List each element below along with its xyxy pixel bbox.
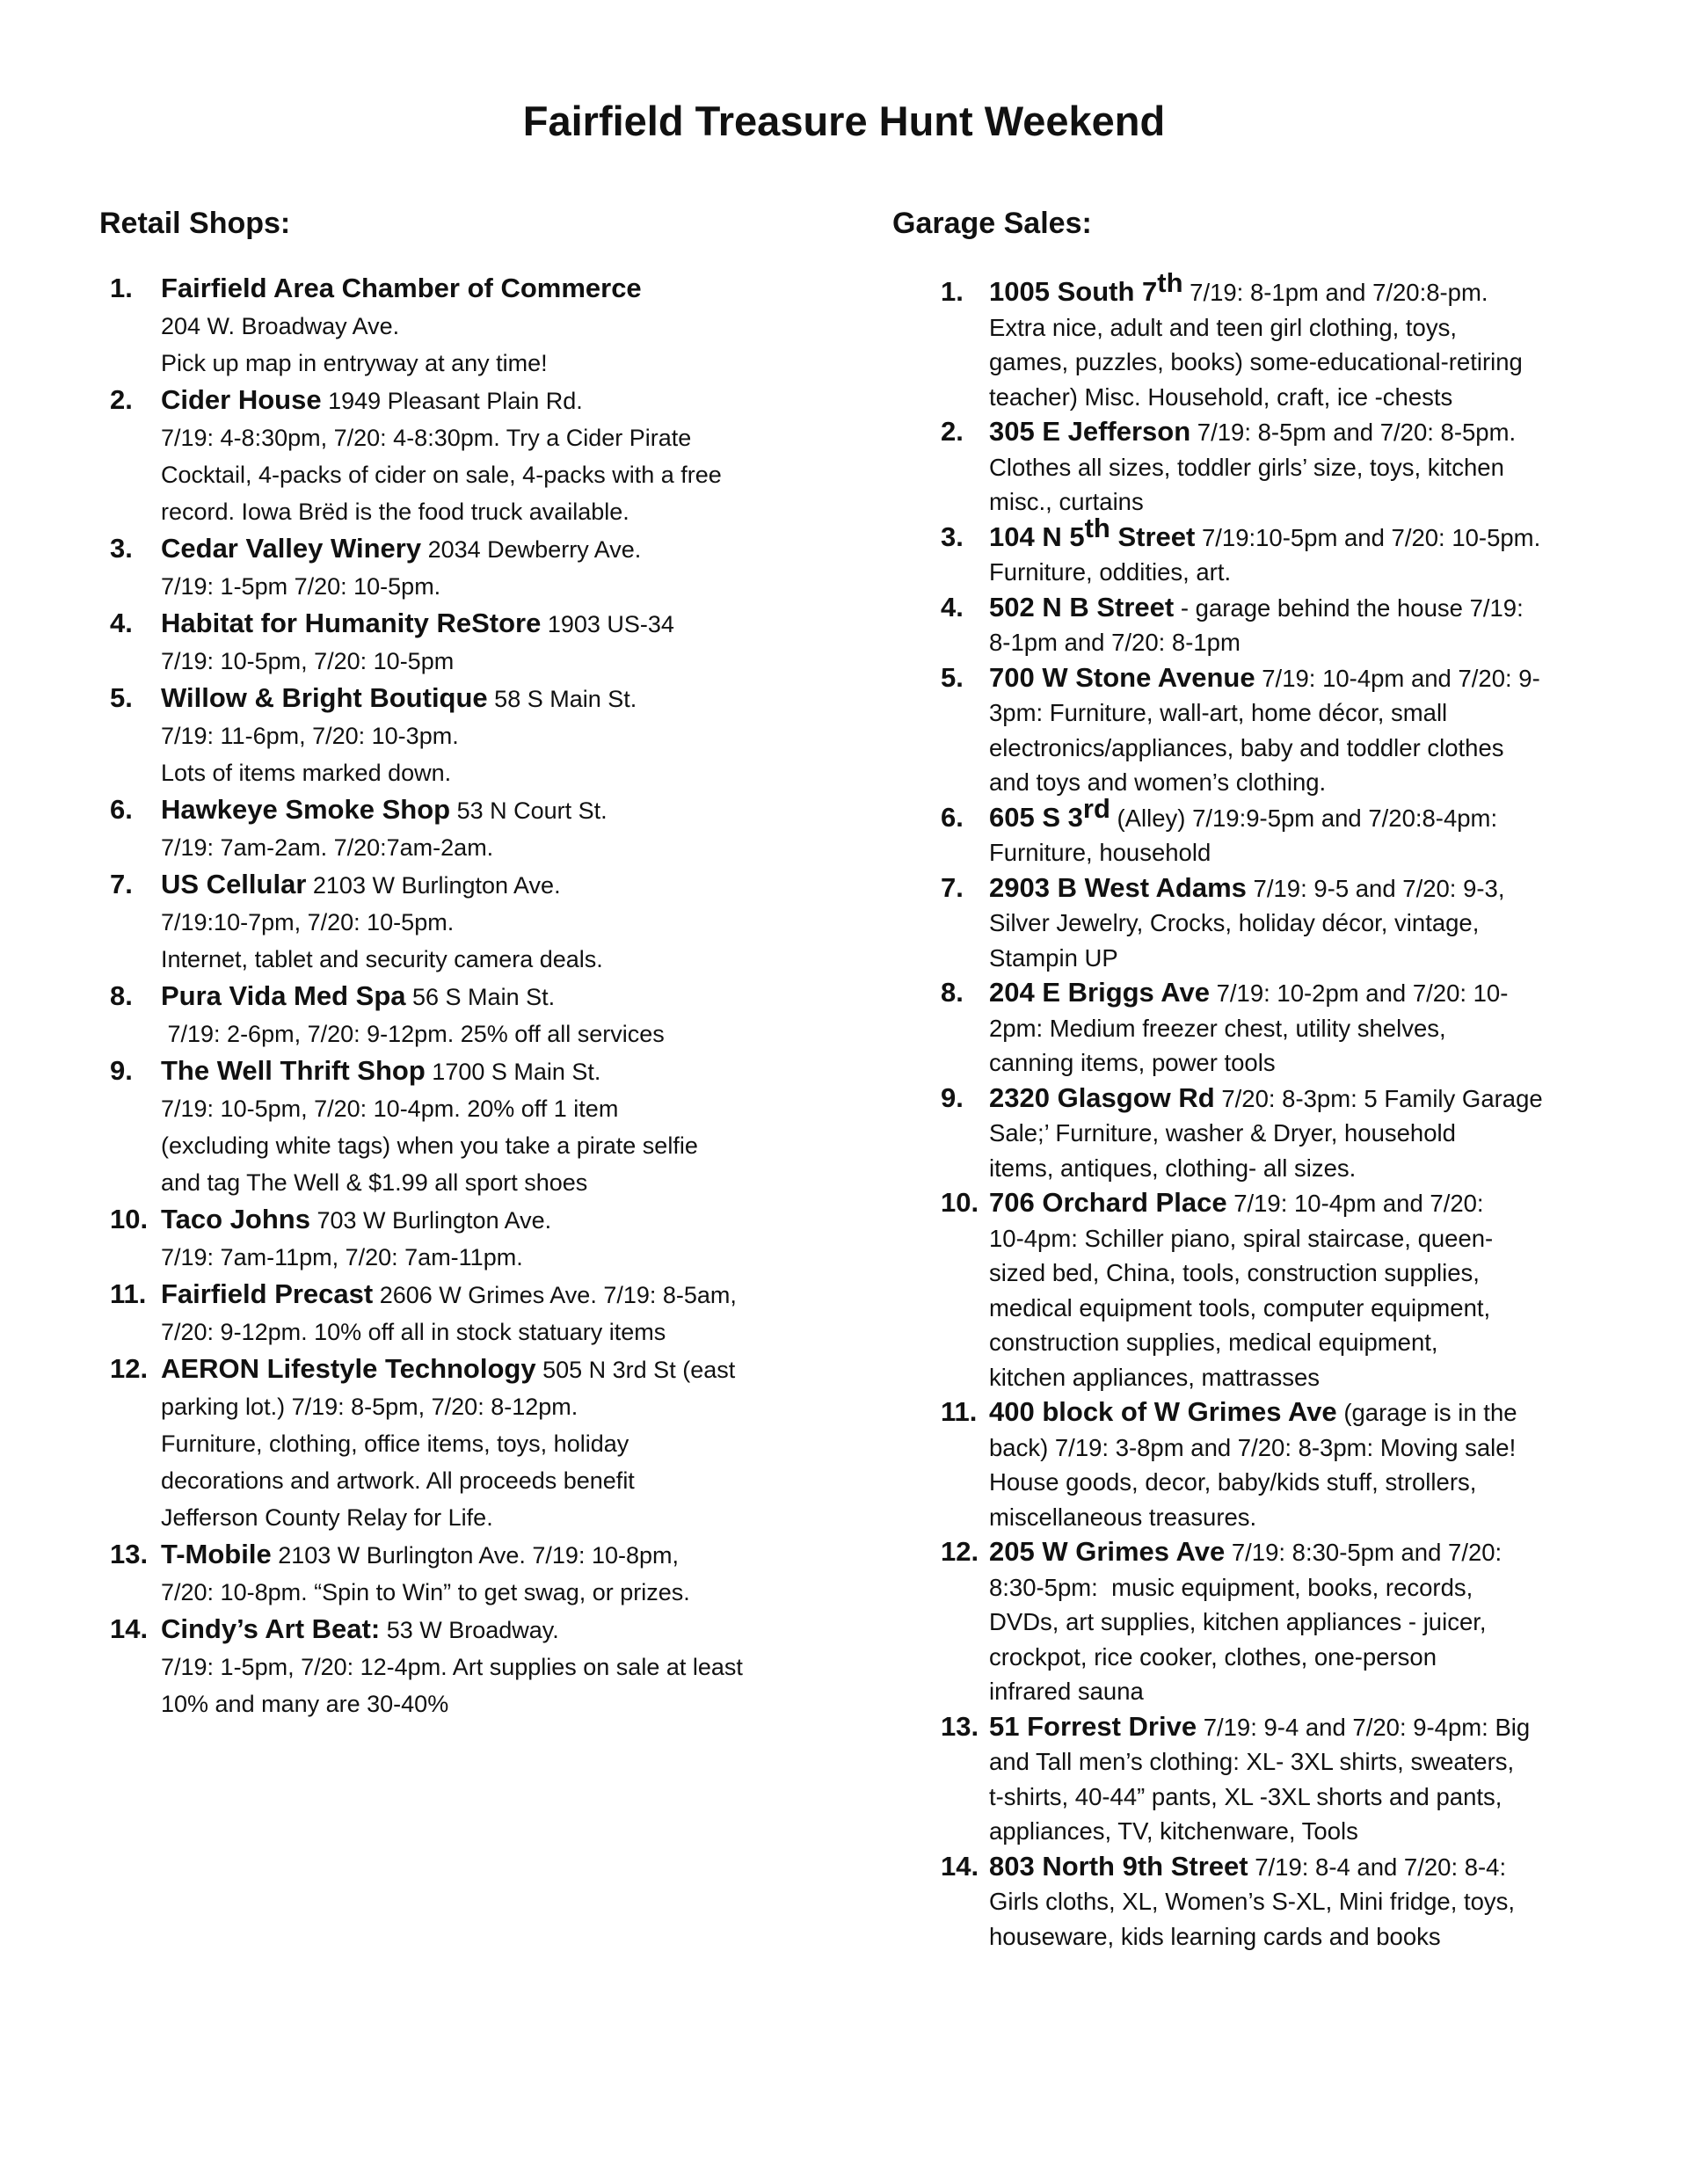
retail-item-number: 10.	[110, 1204, 149, 1234]
retail-list-item	[99, 978, 820, 1052]
garage-heading: Garage Sales:	[892, 207, 1092, 240]
retail-item-name: Cindy’s Art Beat:	[161, 1613, 381, 1644]
garage-item-number: 14.	[941, 1850, 979, 1882]
retail-list-item	[99, 1611, 820, 1722]
retail-item-first-line	[161, 1536, 820, 1574]
garage-item-number: 13.	[941, 1710, 979, 1742]
retail-item-name: The Well Thrift Shop	[161, 1055, 426, 1086]
garage-item-detail: 7/19: 8-1pm and 7/20:8-pm.	[1182, 279, 1488, 306]
retail-item-description-line: 7/19: 1-5pm 7/20: 10-5pm.	[161, 573, 441, 600]
retail-list-item	[99, 605, 820, 680]
retail-item-description-line: 7/20: 9-12pm. 10% off all in stock statuary items	[161, 1319, 666, 1345]
garage-item-description-line: t-shirts, 40-44” pants, XL -3XL shorts and pants,	[989, 1782, 1502, 1810]
garage-list-item	[892, 512, 1596, 590]
garage-list-item	[892, 1081, 1596, 1186]
garage-item-detail: 7/19:10-5pm and 7/20: 10-5pm.	[1195, 523, 1541, 551]
retail-list-item	[99, 1276, 820, 1350]
garage-item-description-line: crockpot, rice cooker, clothes, one-person	[989, 1642, 1437, 1671]
garage-item-description-line: 2pm: Medium freezer chest, utility shelves,	[989, 1014, 1446, 1042]
retail-item-first-line	[161, 382, 820, 419]
retail-item-number: 5.	[110, 682, 133, 713]
garage-item-description-line: medical equipment tools, computer equipment,	[989, 1293, 1491, 1321]
garage-item-description-line: House goods, decor, baby/kids stuff, strollers,	[989, 1468, 1477, 1496]
garage-item-ordinal: th	[1157, 266, 1183, 298]
garage-item-description-line: and toys and women’s clothing.	[989, 768, 1327, 796]
retail-item-detail: 53 N Court St.	[450, 797, 608, 824]
garage-item-name: 706 Orchard Place	[989, 1187, 1227, 1218]
retail-item-description-line: 7/19: 7am-11pm, 7/20: 7am-11pm.	[161, 1244, 523, 1270]
garage-item-description-line: games, puzzles, books) some-educational-retiring	[989, 348, 1523, 375]
garage-item-number: 12.	[941, 1536, 979, 1567]
garage-item-detail: - garage behind the house 7/19:	[1174, 593, 1524, 622]
retail-item-detail: 2606 W Grimes Ave. 7/19: 8-5am,	[373, 1282, 737, 1308]
garage-list-item	[892, 1185, 1596, 1394]
garage-item-description-line: appliances, TV, kitchenware, Tools	[989, 1817, 1358, 1845]
garage-item-ordinal: th	[1084, 512, 1110, 543]
garage-item-name: 2320 Glasgow Rd	[989, 1081, 1215, 1113]
retail-item-first-line	[161, 866, 820, 904]
garage-item-description-line: 8:30-5pm: music equipment, books, records,	[989, 1573, 1473, 1601]
garage-item-name: 104 N 5	[989, 521, 1085, 552]
retail-list-item	[99, 1052, 820, 1201]
retail-item-name: Habitat for Humanity ReStore	[161, 608, 542, 638]
garage-item-description-line: Clothes all sizes, toddler girls’ size, toys, kitchen	[989, 453, 1504, 481]
retail-item-first-line	[161, 530, 820, 568]
retail-item-first-line	[161, 978, 820, 1016]
garage-item-number: 2.	[941, 416, 964, 447]
retail-item-detail: 2103 W Burlington Ave.	[306, 872, 561, 899]
retail-list-item	[99, 1201, 820, 1276]
garage-item-name: 803 North 9th Street	[989, 1850, 1248, 1882]
retail-item-description-line: 7/19: 11-6pm, 7/20: 10-3pm.	[161, 723, 459, 749]
retail-item-number: 7.	[110, 869, 133, 899]
retail-list-item	[99, 866, 820, 978]
retail-item-detail: 53 W Broadway.	[380, 1617, 559, 1643]
garage-item-first-line	[989, 975, 1596, 1011]
garage-item-number: 3.	[941, 521, 964, 552]
garage-item-name: 1005 South 7	[989, 276, 1158, 307]
garage-item-description-line: Furniture, oddities, art.	[989, 558, 1232, 586]
garage-item-name: 51 Forrest Drive	[989, 1710, 1197, 1742]
garage-item-name: 205 W Grimes Ave	[989, 1536, 1226, 1567]
garage-item-ordinal: rd	[1082, 792, 1110, 824]
garage-list-item	[892, 1534, 1596, 1709]
retail-item-number: 6.	[110, 794, 133, 825]
retail-item-description-line: 7/20: 10-8pm. “Spin to Win” to get swag, or prizes.	[161, 1579, 690, 1605]
garage-item-first-line	[989, 792, 1596, 836]
retail-item-first-line	[161, 605, 820, 643]
retail-item-detail: 505 N 3rd St (east	[535, 1357, 736, 1383]
retail-item-number: 13.	[110, 1539, 149, 1569]
retail-item-name: Pura Vida Med Spa	[161, 980, 406, 1011]
retail-item-first-line	[161, 1350, 820, 1388]
garage-item-description-line: houseware, kids learning cards and books	[989, 1922, 1441, 1950]
retail-list-item	[99, 1536, 820, 1611]
garage-item-description-line: Sale;’ Furniture, washer & Dryer, household	[989, 1119, 1456, 1147]
retail-item-description-line: 7/19:10-7pm, 7/20: 10-5pm.	[161, 909, 455, 935]
garage-item-first-line	[989, 1185, 1596, 1221]
garage-item-description-line: 3pm: Furniture, wall-art, home décor, small	[989, 699, 1448, 726]
retail-list-item	[99, 791, 820, 866]
retail-item-number: 14.	[110, 1613, 149, 1644]
retail-item-detail: 58 S Main St.	[487, 686, 637, 712]
garage-item-detail: 7/19: 8-5pm and 7/20: 8-5pm.	[1190, 419, 1517, 446]
garage-item-description-line: canning items, power tools	[989, 1049, 1276, 1076]
garage-item-first-line	[989, 512, 1596, 556]
retail-list	[99, 270, 820, 1722]
retail-item-description-line: Internet, tablet and security camera deals.	[161, 946, 603, 972]
retail-item-number: 8.	[110, 980, 133, 1011]
garage-item-number: 11.	[941, 1396, 978, 1427]
retail-item-first-line	[161, 680, 820, 717]
garage-item-name: 204 E Briggs Ave	[989, 977, 1210, 1008]
retail-item-detail: 1949 Pleasant Plain Rd.	[321, 388, 583, 414]
retail-item-name: Hawkeye Smoke Shop	[161, 794, 451, 825]
garage-item-description-line: kitchen appliances, mattrasses	[989, 1363, 1321, 1391]
retail-item-number: 4.	[110, 608, 133, 638]
garage-item-number: 4.	[941, 591, 964, 622]
retail-item-number: 2.	[110, 384, 133, 415]
retail-item-detail: 56 S Main St.	[405, 984, 556, 1010]
garage-list-item	[892, 870, 1596, 976]
garage-item-name-suffix: Street	[1110, 521, 1196, 552]
garage-list-item	[892, 590, 1596, 660]
garage-item-description-line: 10-4pm: Schiller piano, spiral staircase, queen-	[989, 1224, 1494, 1252]
retail-item-name: Willow & Bright Boutique	[161, 682, 488, 713]
retail-item-name: Cedar Valley Winery	[161, 533, 422, 564]
retail-list-item	[99, 530, 820, 605]
retail-item-number: 1.	[110, 273, 133, 303]
retail-item-first-line	[161, 1201, 820, 1239]
garage-item-description-line: items, antiques, clothing- all sizes.	[989, 1154, 1357, 1182]
garage-item-description-line: Stampin UP	[989, 943, 1118, 972]
retail-list-item	[99, 382, 820, 530]
garage-item-description-line: Silver Jewelry, Crocks, holiday décor, vintage,	[989, 909, 1480, 936]
retail-item-description-line: decorations and artwork. All proceeds benefit	[161, 1467, 635, 1494]
garage-item-description-line: Extra nice, adult and teen girl clothing, toys,	[989, 313, 1457, 341]
retail-item-first-line	[161, 1611, 820, 1649]
garage-list-item	[892, 660, 1596, 800]
garage-item-number: 6.	[941, 801, 964, 833]
retail-item-detail: 1700 S Main St.	[425, 1059, 601, 1085]
garage-item-detail: (garage is in the	[1336, 1399, 1517, 1426]
garage-item-description-line: DVDs, art supplies, kitchen appliances - juicer,	[989, 1608, 1487, 1635]
retail-item-number: 11.	[110, 1278, 147, 1309]
garage-item-first-line	[989, 266, 1596, 310]
garage-item-description-line: construction supplies, medical equipment,	[989, 1329, 1438, 1356]
retail-item-first-line	[161, 1052, 820, 1090]
garage-item-detail: 7/19: 10-4pm and 7/20: 9-	[1255, 664, 1540, 692]
retail-heading: Retail Shops:	[99, 207, 291, 240]
garage-item-description-line: and Tall men’s clothing: XL- 3XL shirts, sweaters,	[989, 1748, 1515, 1775]
retail-list-item	[99, 1350, 820, 1536]
garage-item-first-line	[989, 1709, 1596, 1745]
retail-item-description-line: (excluding white tags) when you take a pirate selfie	[161, 1132, 698, 1159]
garage-item-description-line: infrared sauna	[989, 1678, 1144, 1705]
garage-list-item	[892, 792, 1596, 870]
retail-item-first-line	[161, 1276, 820, 1314]
garage-item-first-line	[989, 590, 1596, 626]
garage-item-description-line: Girls cloths, XL, Women’s S-XL, Mini fridge, toys,	[989, 1888, 1516, 1915]
garage-item-number: 5.	[941, 661, 964, 693]
garage-item-name: 2903 B West Adams	[989, 871, 1247, 903]
garage-item-name: 605 S 3	[989, 801, 1083, 833]
garage-item-detail: 7/19: 9-4 and 7/20: 9-4pm: Big	[1197, 1713, 1531, 1741]
retail-item-description-line: Jefferson County Relay for Life.	[161, 1504, 493, 1531]
garage-item-number: 10.	[941, 1187, 979, 1218]
garage-item-description-line: back) 7/19: 3-8pm and 7/20: 8-3pm: Moving sale!	[989, 1433, 1517, 1461]
page-title: Fairfield Treasure Hunt Weekend	[522, 98, 1166, 144]
retail-item-name: AERON Lifestyle Technology	[161, 1353, 536, 1384]
retail-item-name: T-Mobile	[161, 1539, 272, 1569]
garage-list-item	[892, 975, 1596, 1081]
retail-item-detail: 2034 Dewberry Ave.	[421, 536, 642, 563]
garage-item-detail: 7/19: 8:30-5pm and 7/20:	[1225, 1539, 1502, 1566]
retail-list-item	[99, 270, 820, 382]
garage-list-item	[892, 1394, 1596, 1534]
garage-list-item	[892, 1849, 1596, 1955]
garage-item-first-line	[989, 1534, 1596, 1570]
retail-item-number: 9.	[110, 1055, 133, 1086]
retail-item-description-line: Cocktail, 4-packs of cider on sale, 4-packs with a free	[161, 462, 722, 488]
retail-item-name: Fairfield Area Chamber of Commerce	[161, 273, 642, 303]
retail-item-description-line: 204 W. Broadway Ave.	[161, 313, 400, 339]
garage-item-description-line: sized bed, China, tools, construction supplies,	[989, 1259, 1480, 1286]
garage-item-description-line: miscellaneous treasures.	[989, 1503, 1257, 1531]
retail-item-description-line: 7/19: 1-5pm, 7/20: 12-4pm. Art supplies on sale at least	[161, 1654, 743, 1680]
garage-list-item	[892, 1709, 1596, 1849]
garage-item-name: 502 N B Street	[989, 591, 1175, 622]
retail-item-description-line: 7/19: 7am-2am. 7/20:7am-2am.	[161, 834, 494, 861]
retail-item-description-line: parking lot.) 7/19: 8-5pm, 7/20: 8-12pm.	[161, 1394, 578, 1420]
retail-item-name: Cider House	[161, 384, 322, 415]
retail-item-description-line: 10% and many are 30-40%	[161, 1691, 449, 1717]
retail-item-description-line: 7/19: 10-5pm, 7/20: 10-5pm	[161, 648, 455, 674]
retail-item-number: 3.	[110, 533, 133, 564]
retail-item-description-line: Lots of items marked down.	[161, 760, 452, 786]
garage-item-description-line: teacher) Misc. Household, craft, ice -chests	[989, 382, 1453, 411]
garage-item-first-line	[989, 1849, 1596, 1885]
garage-item-description-line: Furniture, household	[989, 839, 1211, 866]
retail-item-detail: 2103 W Burlington Ave. 7/19: 10-8pm,	[271, 1542, 680, 1569]
garage-item-description-line: 8-1pm and 7/20: 8-1pm	[989, 629, 1241, 656]
retail-item-name: US Cellular	[161, 869, 307, 899]
garage-item-first-line	[989, 660, 1596, 696]
garage-item-number: 1.	[941, 276, 964, 307]
garage-item-detail: 7/20: 8-3pm: 5 Family Garage	[1214, 1084, 1543, 1112]
garage-item-detail: (Alley) 7/19:9-5pm and 7/20:8-4pm:	[1110, 804, 1498, 832]
garage-item-first-line	[989, 1394, 1596, 1431]
retail-item-first-line	[161, 270, 820, 308]
retail-item-name: Fairfield Precast	[161, 1278, 374, 1309]
garage-item-number: 9.	[941, 1081, 964, 1113]
retail-item-number: 12.	[110, 1353, 149, 1384]
garage-item-detail: 7/19: 8-4 and 7/20: 8-4:	[1248, 1853, 1507, 1881]
garage-item-name: 700 W Stone Avenue	[989, 661, 1255, 693]
retail-item-description-line: 7/19: 10-5pm, 7/20: 10-4pm. 20% off 1 item	[161, 1096, 619, 1122]
garage-item-name: 400 block of W Grimes Ave	[989, 1396, 1337, 1427]
garage-item-detail: 7/19: 10-4pm and 7/20:	[1226, 1190, 1484, 1217]
retail-item-description-line: Pick up map in entryway at any time!	[161, 350, 548, 376]
garage-list-item	[892, 414, 1596, 520]
garage-item-number: 7.	[941, 871, 964, 903]
retail-item-detail: 703 W Burlington Ave.	[309, 1207, 552, 1234]
garage-list-item	[892, 266, 1596, 414]
retail-item-first-line	[161, 791, 820, 829]
garage-item-number: 8.	[941, 977, 964, 1008]
retail-list-item	[99, 680, 820, 791]
garage-item-description-line: misc., curtains	[989, 488, 1144, 515]
garage-item-detail: 7/19: 9-5 and 7/20: 9-3,	[1246, 874, 1505, 902]
retail-item-description-line: 7/19: 4-8:30pm, 7/20: 4-8:30pm. Try a Cider Pirate	[161, 425, 692, 451]
garage-item-first-line	[989, 414, 1596, 450]
garage-item-description-line: electronics/appliances, baby and toddler clothes	[989, 733, 1504, 761]
retail-item-description-line: Furniture, clothing, office items, toys, holiday	[161, 1431, 629, 1457]
garage-item-detail: 7/19: 10-2pm and 7/20: 10-	[1209, 979, 1509, 1007]
retail-item-description-line: 7/19: 2-6pm, 7/20: 9-12pm. 25% off all services	[161, 1021, 665, 1047]
garage-item-name: 305 E Jefferson	[989, 416, 1191, 447]
retail-item-name: Taco Johns	[161, 1204, 310, 1234]
garage-item-first-line	[989, 1081, 1596, 1117]
garage-list	[892, 266, 1596, 1954]
retail-item-detail: 1903 US-34	[541, 611, 674, 637]
retail-item-description-line: and tag The Well & $1.99 all sport shoes	[161, 1169, 588, 1196]
retail-item-description-line: record. Iowa Brëd is the food truck available.	[161, 499, 629, 525]
garage-item-first-line	[989, 870, 1596, 906]
